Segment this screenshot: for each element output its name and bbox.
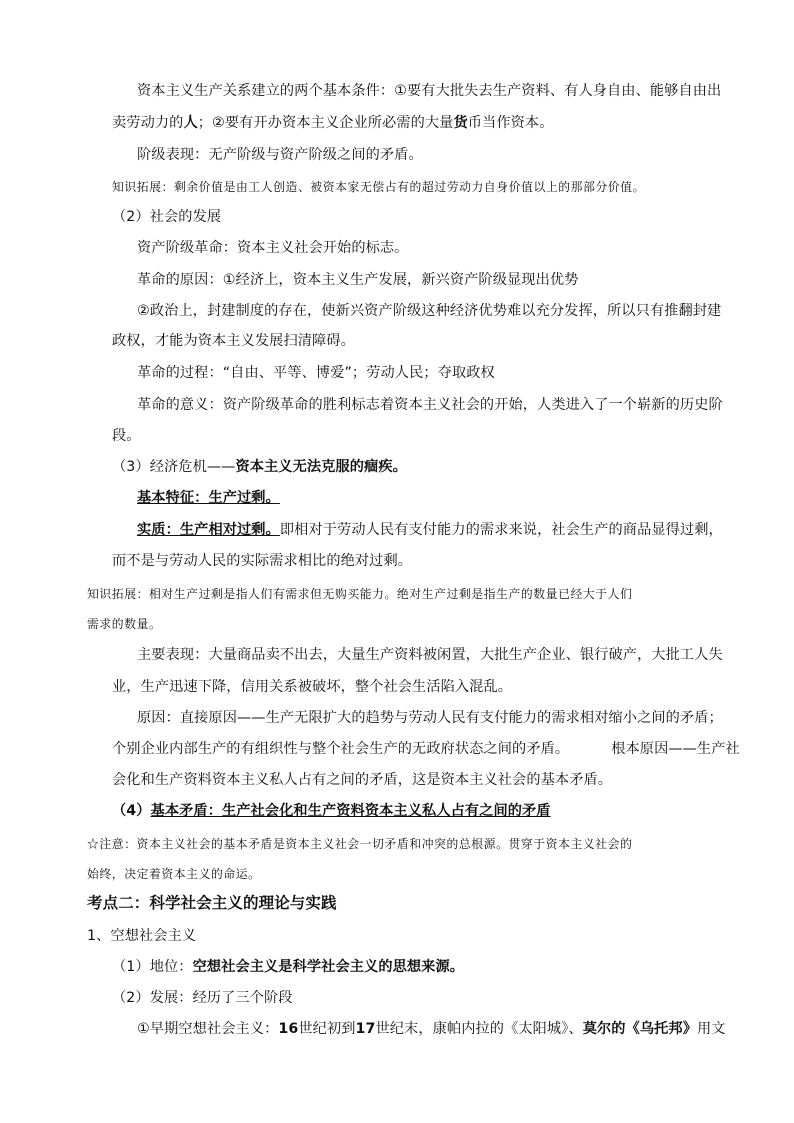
text-line: 革命的意义：资产阶级革命的胜利标志着资本主义社会的开始，人类进入了一个崭新的历史阶 <box>137 397 723 413</box>
text-line: 个别企业内部生产的有组织性与整个社会生产的无政府状态之间的矛盾。 根本原因——生产社 <box>112 741 740 757</box>
text-line: 资本主义生产关系建立的两个基本条件：①要有大批失去生产资料、有人身自由、能够自由出 <box>137 83 722 99</box>
text-line: 实质：生产相对过剩。即相对于劳动人民有支付能力的需求来说，社会生产的商品显得过剩， <box>137 522 723 538</box>
key-point: 基本特征：生产过剩。 <box>137 490 280 506</box>
text-line: 而不是与劳动人民的实际需求相比的绝对过剩。 <box>112 553 413 569</box>
attention-note: 始终，决定着资本主义的命运。 <box>87 867 261 881</box>
exam-point-title: 考点二：科学社会主义的理论与实践 <box>87 894 337 912</box>
text-line: 资产阶级革命：资本主义社会开始的标志。 <box>137 240 409 256</box>
text-line: 主要表现：大量商品卖不出去，大量生产资料被闲置，大批生产企业、银行破产，大批工人失 <box>137 647 723 663</box>
text-line: ②政治上，封建制度的存在，使新兴资产阶级这种经济优势难以充分发挥，所以只有推翻封建 <box>137 303 722 319</box>
text-line: 政权，才能为资本主义发展扫清障碍。 <box>112 333 355 349</box>
text-line: 阶级表现：无产阶级与资产阶级之间的矛盾。 <box>137 147 423 163</box>
text-line: ①早期空想社会主义：16世纪初到17世纪末，康帕内拉的《太阳城》、莫尔的《乌托邦》用文 <box>137 1021 726 1037</box>
text-line: 革命的原因：①经济上，资本主义生产发展，新兴资产阶级显现出优势 <box>137 272 579 288</box>
text-line: 卖劳动力的人；②要有开办资本主义企业所必需的大量货币当作资本。 <box>112 115 554 131</box>
attention-note: ☆注意：资本主义社会的基本矛盾是资本主义社会一切矛盾和冲突的总根源。贯穿于资本主义社会的 <box>87 837 633 851</box>
text-line: 业，生产迅速下降，信用关系被破坏，整个社会生活陷入混乱。 <box>112 679 513 695</box>
knowledge-note: 知识拓展：剩余价值是由工人创造、被资本家无偿占有的超过劳动力自身价值以上的那部分价值。 <box>112 180 646 194</box>
subsection-heading: 1、空想社会主义 <box>87 928 197 944</box>
section-heading: （3）经济危机——资本主义无法克服的痼疾。 <box>112 459 407 475</box>
section-heading: （4）基本矛盾：生产社会化和生产资料资本主义私人占有之间的矛盾 <box>112 803 551 819</box>
text-line: 原因：直接原因——生产无限扩大的趋势与劳动人民有支付能力的需求相对缩小之间的矛盾； <box>137 710 723 726</box>
text-line: 会化和生产资料资本主义私人占有之间的矛盾，这是资本主义社会的基本矛盾。 <box>112 772 613 788</box>
knowledge-note: 知识拓展：相对生产过剩是指人们有需求但无购买能力。绝对生产过剩是指生产的数量已经大于人们 <box>87 587 633 601</box>
text-line: （1）地位：空想社会主义是科学社会主义的思想来源。 <box>112 959 465 975</box>
text-line: 革命的过程：“自由、平等、博爱”；劳动人民；夺取政权 <box>137 365 495 381</box>
text-line: 段。 <box>112 428 141 444</box>
section-heading: （2）社会的发展 <box>112 209 222 225</box>
text-line: （2）发展：经历了三个阶段 <box>112 990 293 1006</box>
knowledge-note: 需求的数量。 <box>87 617 162 631</box>
